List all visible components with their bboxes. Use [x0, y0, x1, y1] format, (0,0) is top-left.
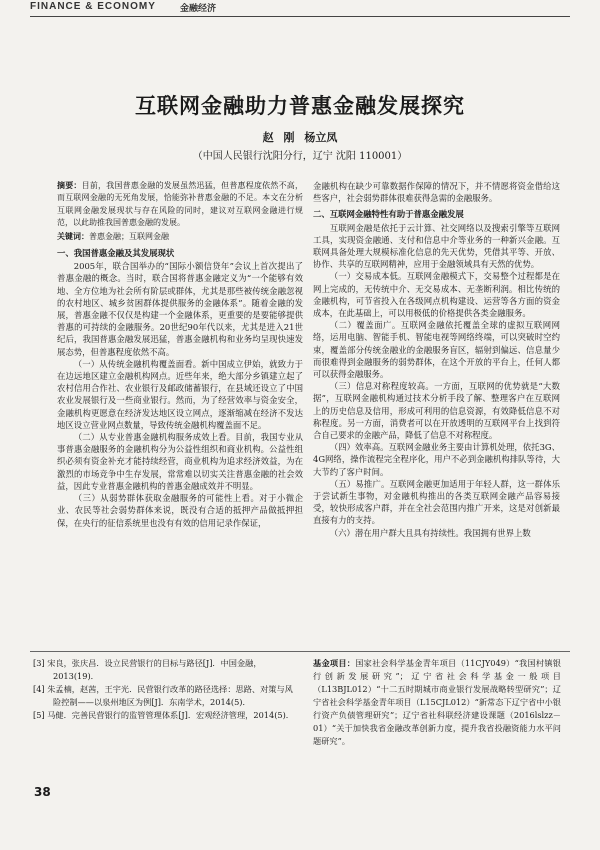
- abstract-label: 摘要：: [57, 181, 82, 190]
- running-head: [30, 0, 570, 20]
- reference-item: [5] 马健．完善民营银行的监管管理体系[J]．宏观经济管理，2014(5)．: [33, 710, 294, 720]
- paragraph: 互联网金融是依托于云计算、社交网络以及搜索引擎等互联网工具，实现资金融通、支付和信息中介等业务的一种新兴金融。互联网具备处理大规模标准化信息的先天优势，凭借其平等、开放、协作、共享的互联网精神，应用于金融领域具有天然的优势。: [313, 222, 560, 270]
- paragraph: （二）覆盖面广。互联网金融依托覆盖全球的虚拟互联网网络，运用电脑、智能手机、智能电视等网络终端，可以突破时空约束，覆盖部分传统金融业的金融服务盲区，辐射到偏远、信息量少而很难得到金融服务的弱势群体，在这个开放的平台上，任何人都可以获得金融服务。: [313, 320, 560, 380]
- paragraph: （一）交易成本低。互联网金融模式下，交易整个过程都是在网上完成的，无传统中介、无交易成本、无垄断利润。相比传统的金融机构，可节省投入在各级网点机构建设、运营等各方面的资金成本，在此基础上，可以用极低的价格提供各类金融服务。: [313, 271, 560, 319]
- paragraph: （三）信息对称程度较高。一方面，互联网的优势就是“大数据”，互联网金融机构通过技术分析手段了解、整理客户在互联网上的历史信息及信用，形成可利用的信息资源，有效降低信息不对称程度。另一方面，消费者可以在开放透明的互联网平台上找到符合自己要求的金融产品，降低了信息不对称程度。: [313, 381, 560, 441]
- paragraph: （三）从弱势群体获取金融服务的可能性上看。对于小微企业、农民等社会弱势群体来说，既没有合适的抵押产品做抵押担保，在央行的征信系统里也没有有效的信用记录作保证，: [57, 493, 303, 528]
- reference-item: [4] 朱孟楠，赵茜，王宇光．民营银行改革的路径选择：思路、对策与风险控制——以泉州地区为例[J]．东南学术，2014(5)．: [33, 684, 293, 707]
- article-authors: 赵 刚 杨立凤: [262, 131, 338, 144]
- funding-text: 国家社会科学基金青年项目（11CJY049）“我国村镇银行创新发展研究”；辽宁省社会科学基金一般项目（L13BJL012）“十二五时期城市商业银行发展战略转型研究”；辽宁省社会科学基金青年项目（L15CJL012）“新常态下辽宁省中小银行资产负债管理研究”；辽宁省社科联经济建设课题（2016lslzz－01）“关于加快我省金融改革创新力度，提升我省投融资能力水平问题研究”。: [313, 658, 561, 746]
- abstract: [57, 180, 303, 230]
- paragraph: 金融机构在缺少可靠数据作保障的情况下，并不情愿将资金借给这些客户，社会弱势群体很难获得急需的金融服务。: [313, 181, 560, 204]
- references: [33, 657, 298, 722]
- section-heading-2: 二、互联网金融特性有助于普惠金融发展: [313, 209, 464, 220]
- journal-name-zh: 金融经济: [180, 3, 217, 13]
- author-affiliation: （中国人民银行沈阳分行，辽宁 沈阳 110001）: [192, 151, 408, 162]
- article-title: 互联网金融助力普惠金融发展探究: [135, 94, 465, 118]
- right-column: [313, 180, 560, 539]
- paragraph: （二）从专业普惠金融机构服务成效上看。目前，我国专业从事普惠金融服务的金融机构分为公益性组织和商业机构。公益性组织必须有资金补充才能持续经营，商业机构为追求经济效益，为在激烈的市场竞争中生存发展，常常难以切实关注普惠金融的社会效益，因此专业普惠金融机构的普惠金融成效并不明显。: [57, 432, 303, 491]
- paragraph: （五）易推广。互联网金融更加适用于年轻人群，这一群体乐于尝试新生事物，对金融机构推出的各类互联网金融产品容易接受，较快形成客户群，并在全社会范围内推广开来，这是对创新最直接有力的支持。: [313, 478, 560, 526]
- footnote-rule: [30, 651, 570, 652]
- paragraph: （四）效率高。互联网金融业务主要由计算机处理，依托3G、4G网络，操作流程完全程序化，用户不必到金融机构排队等待，大大节约了客户时间。: [313, 442, 560, 477]
- funding-note: [313, 657, 561, 748]
- paragraph: 2005年，联合国举办的“国际小额信贷年”会议上首次提出了普惠金融的概念。当时，联合国将普惠金融定义为“一个能够有效地、全方位地为社会所有阶层或群体，尤其是那些被传统金融忽视的农村地区、城乡贫困群体提供服务的金融体系”。随着金融的发展，普惠金融不仅仅是构建一个金融体系，更重要的是要能够提供普惠的可持续的金融服务。20世纪90年代以来，尤其是进入21世纪后，我国普惠金融发展迅猛，普惠金融机构和业务均呈现快速发展态势，但普惠程度依然不高。: [57, 261, 303, 357]
- page-number: 38: [34, 785, 51, 799]
- keywords-label: 关键词：: [57, 231, 89, 241]
- header-rule: [30, 16, 570, 17]
- section-heading-1: 一、我国普惠金融及其发展现状: [57, 248, 175, 259]
- paragraph: （六）潜在用户群大且具有持续性。我国拥有世界上数: [329, 527, 531, 538]
- keywords-text: 普惠金融；互联网金融: [89, 231, 169, 241]
- journal-name-en: FINANCE & ECONOMY: [30, 1, 156, 12]
- reference-item: [3] 宋良，张庆昌．设立民营银行的目标与路径[J]．中国金融，2013(19)．: [33, 658, 262, 681]
- keywords: [57, 231, 303, 243]
- paragraph: （一）从传统金融机构覆盖面看。新中国成立伊始，就致力于在边远地区建立金融机构网点。近些年来，绝大部分乡镇建立起了农村信用合作社、农业银行及邮政储蓄银行，在县域还设立了中国农业发展银行及一些商业银行。然而，为了经营效率与资金安全，金融机构更愿意在经济发达地区设立网点，逐渐缩减在经济不发达地区设立营业网点数量，导致传统金融机构覆盖面不足。: [57, 358, 303, 430]
- funding-label: 基金项目：: [313, 658, 356, 668]
- abstract-text: 目前，我国普惠金融的发展虽然迅猛，但普惠程度依然不高，而互联网金融的无死角发展，恰能弥补普惠金融的不足。本文在分析互联网金融发展现状与存在风险的同时，建议对互联网金融进行规范，以此助推我国普惠金融的发展。: [57, 181, 304, 228]
- left-column: [57, 180, 303, 529]
